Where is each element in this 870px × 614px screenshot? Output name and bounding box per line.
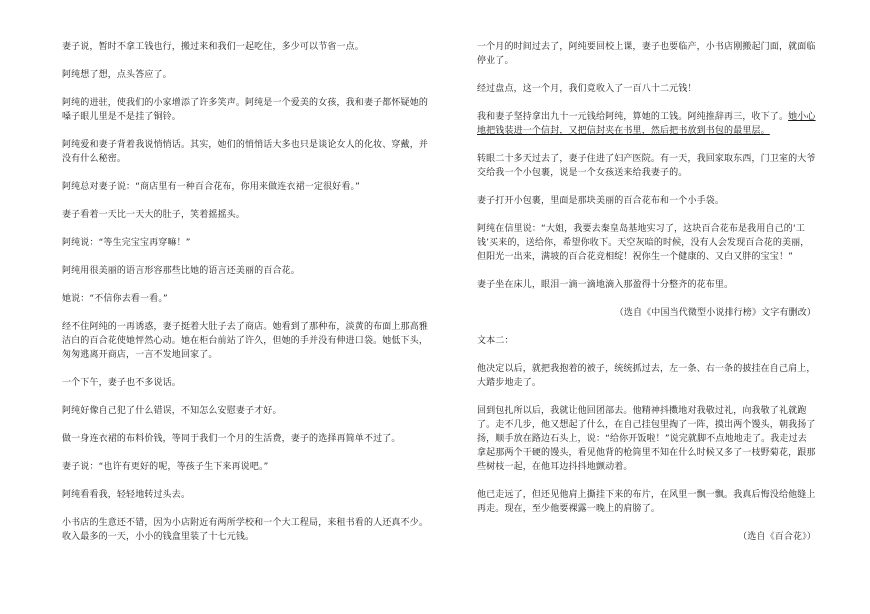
paragraph: 妻子打开小包裹，里面是那块美丽的百合花布和一个小手袋。: [477, 196, 725, 206]
paragraph: 经过盘点，这一个月，我们竟收入了一百八十二元钱！: [477, 84, 697, 94]
paragraph-underlined: [477, 110, 816, 138]
paragraph: 小书店的生意还不错，因为小店附近有两所学校和一个大工程局，来租书看的人还真不少。收入最多的一天，小小的钱盒里装了十七元钱。: [62, 518, 429, 542]
underlined-sentence: 她小心地把钱装进一个信封，又把信封夹在书里，然后把书放到书包的最里层。: [477, 112, 816, 136]
right-column: [477, 40, 816, 558]
text2-label: 文本二：: [477, 336, 514, 346]
paragraph: 妻子坐在床儿，眼泪一滴一滴地滴入那盈得十分整齐的花布里。: [477, 280, 734, 290]
source-note-2: （选自《百合花》）: [738, 532, 816, 542]
paragraph: 妻子看着一天比一天大的肚子，笑着摇摇头。: [62, 210, 246, 220]
paragraph: 阿纯说：“等生完宝宝再穿嘛！”: [62, 238, 191, 248]
paragraph: 阿纯用很美丽的语言形容那些比她的语言还美丽的百合花。: [62, 266, 300, 276]
paragraph: 他已走远了，但还见他肩上撕挂下来的布片，在风里一飘一飘。我真后悔没给他缝上再走。现在，至少他要裸露一晚上的肩膀了。: [477, 490, 816, 514]
source-note-1: （选自《中国当代微型小说排行榜》文字有删改）: [614, 308, 816, 318]
paragraph: 转眼二十多天过去了，妻子住进了妇产医院。有一天，我回家取东西，门卫室的大爷交给我一个小包裹，说是一个女孩送来给我妻子的。: [477, 154, 816, 178]
paragraph: 经不住阿纯的一再诱惑，妻子挺着大肚子去了商店。她看到了那种布，淡黄的布面上那高雅洁白的百合花使她怦然心动。她在柜台前站了许久，但她的手并没有伸进口袋。她低下头，匆匆逃离开商店，一言不发地回家了。: [62, 322, 429, 360]
paragraph: 妻子说，暂时不拿工钱也行，搬过来和我们一起吃住，多少可以节省一点。: [62, 42, 364, 52]
paragraph: 阿纯看看我，轻轻地转过头去。: [62, 490, 191, 500]
paragraph: 一个下午，妻子也不多说话。: [62, 378, 181, 388]
paragraph: 一个月的时间过去了，阿纯要回校上课，妻子也要临产，小书店刚搬起门面，就面临停业了。: [477, 42, 816, 66]
paragraph-text: 我和妻子坚持拿出九十一元钱给阿纯，算她的工钱。阿纯推辞再三，收下了。: [477, 112, 789, 122]
left-column: [62, 40, 434, 558]
paragraph: 阿纯在信里说：“大姐，我要去秦皇岛基地实习了，这块百合花布是我用自己的‘工钱’买来的，送给你，希望你收下。天空灰暗的时候，没有人会发现百合花的美丽，但阳光一出来，满坡的百合花竞相绽！祝你生一个健康的、又白又胖的宝宝！”: [477, 224, 810, 262]
paragraph: 阿纯想了想，点头答应了。: [62, 70, 172, 80]
paragraph: 阿纯总对妻子说：“商店里有一种百合花布，你用来做连衣裙一定很好看。”: [62, 182, 360, 192]
paragraph: 阿纯好像自己犯了什么错误，不知怎么安慰妻子才好。: [62, 406, 282, 416]
paragraph: 她说：“不信你去看一看。”: [62, 294, 168, 304]
paragraph: 妻子说：“也许有更好的呢，等孩子生下来再说吧。”: [62, 462, 269, 472]
paragraph: 回到包扎所以后，我就让他回团部去。他精神抖擞地对我敬过礼，向我敬了礼就跑了。走不几步，他又想起了什么，在自己挂包里掏了一阵，摸出两个馒头，朝我扬了扬，顺手放在路边石头上，说：“给你开饭啦！”说完就脚不点地地走了。我走过去拿起那两个干硬的馒头，看见他背的枪筒里不知在什么时候又多了一枝野菊花，跟那些树枝一起，在他耳边抖抖地颤动着。: [477, 406, 816, 472]
paragraph: 做一身连衣裙的布料价钱，等同于我们一个月的生活费，妻子的选择再简单不过了。: [62, 434, 401, 444]
paragraph: 他决定以后，就把我抱着的被子，统统抓过去，左一条、右一条的披挂在自己肩上，大踏步地走了。: [477, 364, 816, 388]
paragraph: 阿纯的进驻，使我们的小家增添了许多笑声。阿纯是一个爱美的女孩，我和妻子都怀疑她的嗓子眼儿里是不是挂了铜铃。: [62, 98, 429, 122]
paragraph: 阿纯爱和妻子背着我说悄悄话。其实，她们的悄悄话大多也只是谈论女人的化妆、穿戴，并没有什么秘密。: [62, 140, 429, 164]
